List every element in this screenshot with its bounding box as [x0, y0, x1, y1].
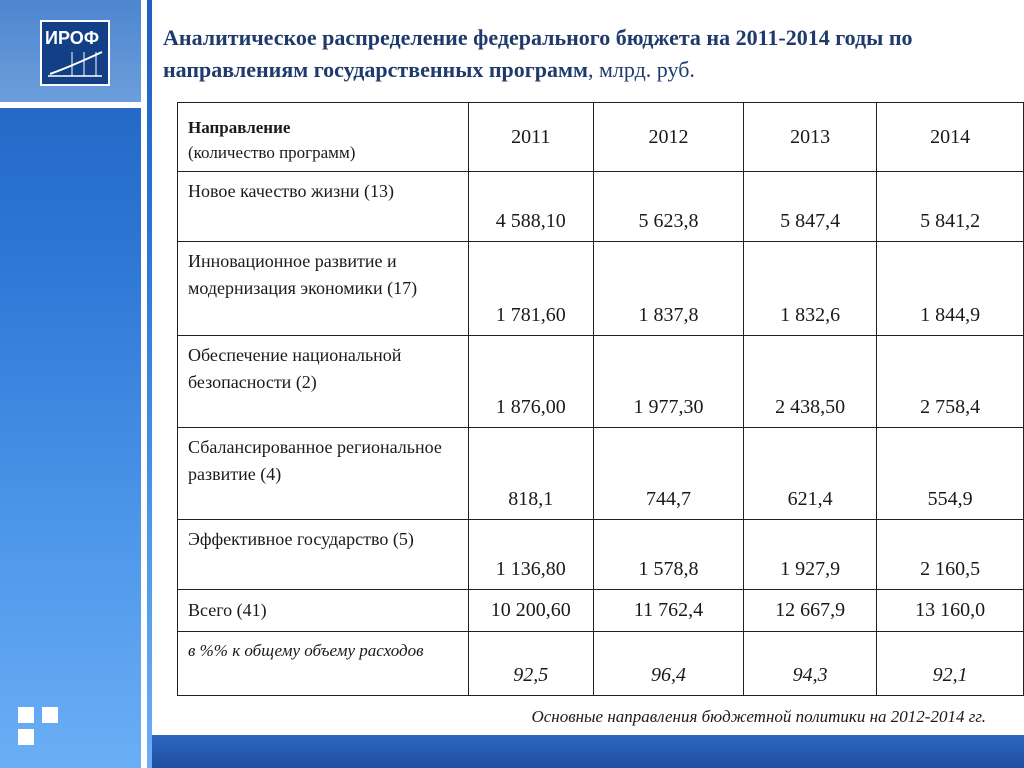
percent-value: 96,4: [593, 632, 743, 696]
row-value: 1 837,8: [593, 242, 743, 336]
header-year-2012: 2012: [593, 103, 743, 172]
row-value: 1 832,6: [744, 242, 877, 336]
row-direction: Инновационное развитие и модернизация экономики (17): [178, 242, 469, 336]
header-direction-cell: [178, 103, 469, 172]
row-direction: Эффективное государство (5): [178, 520, 469, 590]
title-units: , млрд. руб.: [587, 57, 695, 82]
header-direction-label: Направление: [188, 118, 291, 137]
header-year-2013: 2013: [744, 103, 877, 172]
percent-value: 92,1: [877, 632, 1024, 696]
header-year-2014: 2014: [877, 103, 1024, 172]
row-value: 1 578,8: [593, 520, 743, 590]
row-value: 818,1: [468, 428, 593, 520]
page-title: [163, 22, 1013, 86]
row-direction: Новое качество жизни (13): [178, 172, 469, 242]
left-decor-band: [0, 0, 152, 768]
budget-table: [177, 102, 1024, 696]
logo-text: ИРОФ: [45, 28, 100, 48]
row-direction: Обеспечение национальной безопасности (2): [178, 336, 469, 428]
table-row: [178, 428, 1024, 520]
title-main: Аналитическое распределение федерального бюджета на 2011-2014 годы по направлениям государственных программ: [163, 25, 913, 82]
row-value: 12 667,9: [744, 590, 877, 632]
vertical-divider: [141, 0, 147, 768]
row-direction: Всего (41): [178, 590, 469, 632]
row-value: 11 762,4: [593, 590, 743, 632]
percent-row-label: в %% к общему объему расходов: [178, 632, 469, 696]
bottom-bar: [152, 735, 1024, 768]
row-value: 5 841,2: [877, 172, 1024, 242]
table-row-percent: [178, 632, 1024, 696]
row-value: 2 160,5: [877, 520, 1024, 590]
row-value: 1 876,00: [468, 336, 593, 428]
row-value: 1 136,80: [468, 520, 593, 590]
row-value: 1 927,9: [744, 520, 877, 590]
row-value: 1 977,30: [593, 336, 743, 428]
row-value: 744,7: [593, 428, 743, 520]
table-row: [178, 172, 1024, 242]
row-value: 5 847,4: [744, 172, 877, 242]
percent-value: 92,5: [468, 632, 593, 696]
row-value: 13 160,0: [877, 590, 1024, 632]
table-header-row: [178, 103, 1024, 172]
row-value: 5 623,8: [593, 172, 743, 242]
row-value: 2 758,4: [877, 336, 1024, 428]
table-row-total: [178, 590, 1024, 632]
source-caption: Основные направления бюджетной политики на 2012-2014 гг.: [531, 707, 986, 726]
row-direction: Сбалансированное региональное развитие (4): [178, 428, 469, 520]
table-row: [178, 336, 1024, 428]
header-year-2011: 2011: [468, 103, 593, 172]
row-value: 2 438,50: [744, 336, 877, 428]
row-value: 621,4: [744, 428, 877, 520]
table-row: [178, 242, 1024, 336]
irof-logo: [40, 20, 110, 86]
percent-value: 94,3: [744, 632, 877, 696]
horizontal-divider: [0, 102, 141, 108]
row-value: 10 200,60: [468, 590, 593, 632]
row-value: 1 781,60: [468, 242, 593, 336]
row-value: 1 844,9: [877, 242, 1024, 336]
row-value: 4 588,10: [468, 172, 593, 242]
header-direction-sub: (количество программ): [188, 143, 356, 162]
row-value: 554,9: [877, 428, 1024, 520]
table-row: [178, 520, 1024, 590]
